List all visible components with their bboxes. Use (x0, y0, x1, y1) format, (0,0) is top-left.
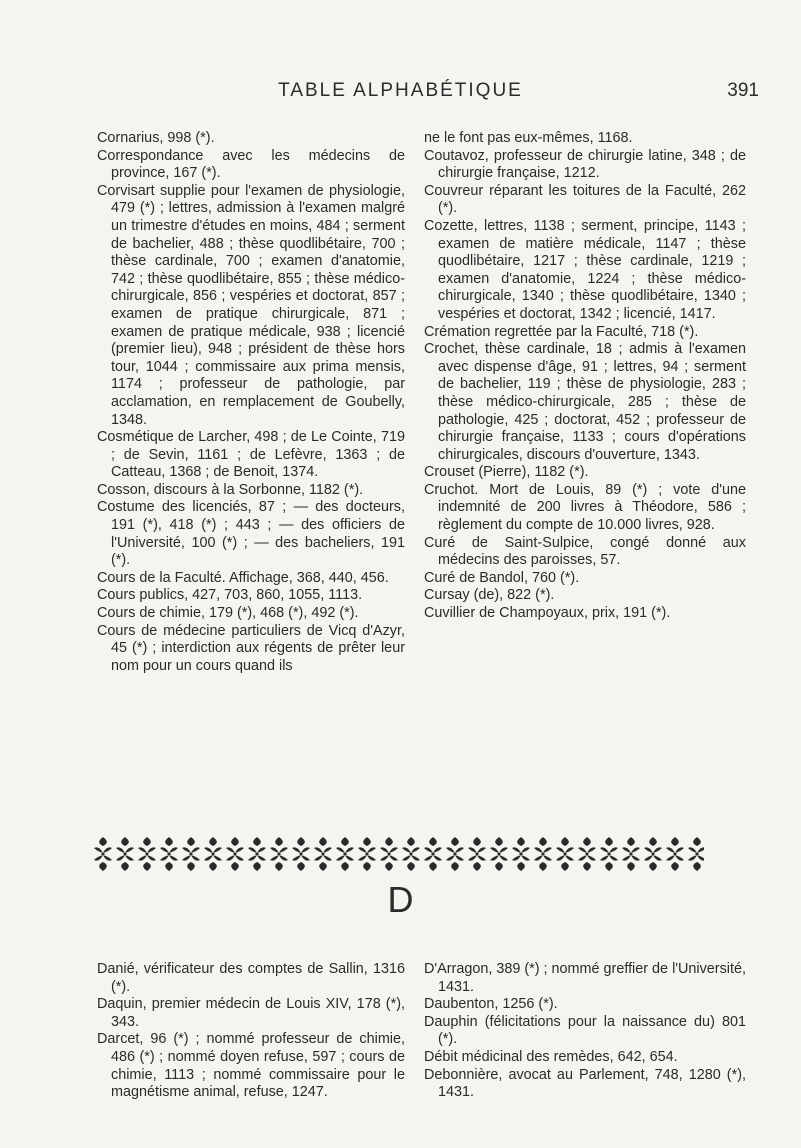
index-column-d-right (424, 961, 746, 1102)
index-entry: Darcet, 96 (*) ; nommé professeur de chimie, 486 (*) ; nommé doyen refuse, 597 ; cours de chimie, 1113 ; nommé commissaire pour le magnétisme animal, refuse, 1247. (97, 1031, 405, 1101)
index-entry: Curé de Bandol, 760 (*). (424, 569, 580, 586)
index-entry: Cours de chimie, 179 (*), 468 (*), 492 (*). (97, 605, 359, 622)
index-entry: Daquin, premier médecin de Louis XIV, 178 (*), 343. (97, 996, 405, 1030)
index-entry: D'Arragon, 389 (*) ; nommé greffier de l'Université, 1431. (424, 961, 746, 995)
index-entry: Daubenton, 1256 (*). (424, 996, 558, 1013)
index-entry: Cours de la Faculté. Affichage, 368, 440, 456. (97, 569, 389, 586)
index-entry: Corvisart supplie pour l'examen de physiologie, 479 (*) ; lettres, admission à l'examen malgré un trimestre d'études en moins, 484 ; serment de bachelier, 488 ; thèse quodlibétaire, 700 ; thèse cardinale, 700 ; examen d'anatomie, 742 ; thèse quodlibétaire, 855 ; thèse médico-chirurgicale, 856 ; vespéries et doctorat, 857 ; examen de pratique chirurgicale, 871 ; examen de pratique médicale, 938 ; licencié (premier lieu), 948 ; président de thèse hors tour, 1044 ; commissaire aux prima mensis, 1174 ; professeur de pathologie, par acclamation, en remplacement de Goubelly, 1348. (97, 182, 405, 428)
page-number: 391 (727, 80, 759, 101)
index-entry: Crouset (Pierre), 1182 (*). (424, 464, 589, 481)
fleuron-border-icon (92, 836, 704, 872)
index-entry: Cours de médecine particuliers de Vicq d'Azyr, 45 (*) ; interdiction aux régents de prêter leur nom pour un cours quand ils (97, 622, 405, 674)
index-entry: Cruchot. Mort de Louis, 89 (*) ; vote d'une indemnité de 200 livres à Théodore, 586 ; règlement du compte de 10.000 livres, 928. (424, 481, 746, 534)
index-entry: Danié, vérificateur des comptes de Sallin, 1316 (*). (97, 961, 405, 995)
index-entry: Dauphin (félicitations pour la naissance du) 801 (*). (424, 1013, 746, 1048)
index-entry: Cuvillier de Champoyaux, prix, 191 (*). (424, 605, 671, 622)
index-entry: Cursay (de), 822 (*). (424, 587, 555, 604)
index-entry: Cosmétique de Larcher, 498 ; de Le Cointe, 719 ; de Sevin, 1161 ; de Lefèvre, 1363 ; de Catteau, 1368 ; de Benoit, 1374. (97, 429, 405, 481)
page-header (0, 78, 801, 108)
index-column-d-left (97, 961, 405, 1102)
index-entry: Crémation regrettée par la Faculté, 718 (*). (424, 323, 699, 340)
index-column-c-left (97, 130, 405, 675)
index-entry: Debonnière, avocat au Parlement, 748, 1280 (*), 1431. (424, 1066, 746, 1101)
running-title: TABLE ALPHABÉTIQUE (278, 80, 523, 101)
index-entry: Coutavoz, professeur de chirurgie latine, 348 ; de chirurgie française, 1212. (424, 147, 746, 182)
index-entry: Crochet, thèse cardinale, 18 ; admis à l'examen avec dispense d'âge, 91 ; lettres, 94 ; serment de bachelier, 119 ; thèse de physiologie, 283 ; thèse médico-chirurgicale, 285 ; thèse de pathologie, 425 ; doctorat, 452 ; professeur de chirurgie française, 1133 ; cours d'opérations chirurgicales, discours d'ouverture, 1343. (424, 341, 746, 463)
index-entry: Cozette, lettres, 1138 ; serment, principe, 1143 ; examen de matière médicale, 1147 ; thèse quodlibétaire, 1217 ; thèse cardinale, 1219 ; examen d'anatomie, 1224 ; thèse médico-chirurgicale, 1340 ; thèse quodlibétaire, 1340 ; vespéries et doctorat, 1342 ; licencié, 1417. (424, 217, 746, 322)
index-column-c-right (424, 130, 746, 623)
index-entry: Cosson, discours à la Sorbonne, 1182 (*). (97, 481, 364, 498)
index-entry: Cornarius, 998 (*). (97, 130, 215, 146)
index-entry: Couvreur réparant les toitures de la Faculté, 262 (*). (424, 182, 746, 217)
index-entry: Correspondance avec les médecins de province, 167 (*). (97, 147, 405, 182)
index-entry: Curé de Saint-Sulpice, congé donné aux médecins des paroisses, 57. (424, 534, 746, 569)
index-entry: Débit médicinal des remèdes, 642, 654. (424, 1048, 678, 1065)
index-entry: Costume des licenciés, 87 ; — des docteurs, 191 (*), 418 (*) ; 443 ; — des officiers de l'Université, 100 (*) ; — des bacheliers, 191 (*). (97, 499, 405, 569)
index-entry: ne le font pas eux-mêmes, 1168. (424, 130, 633, 146)
index-entry: Cours publics, 427, 703, 860, 1055, 1113. (97, 587, 363, 604)
section-letter: D (387, 879, 414, 920)
